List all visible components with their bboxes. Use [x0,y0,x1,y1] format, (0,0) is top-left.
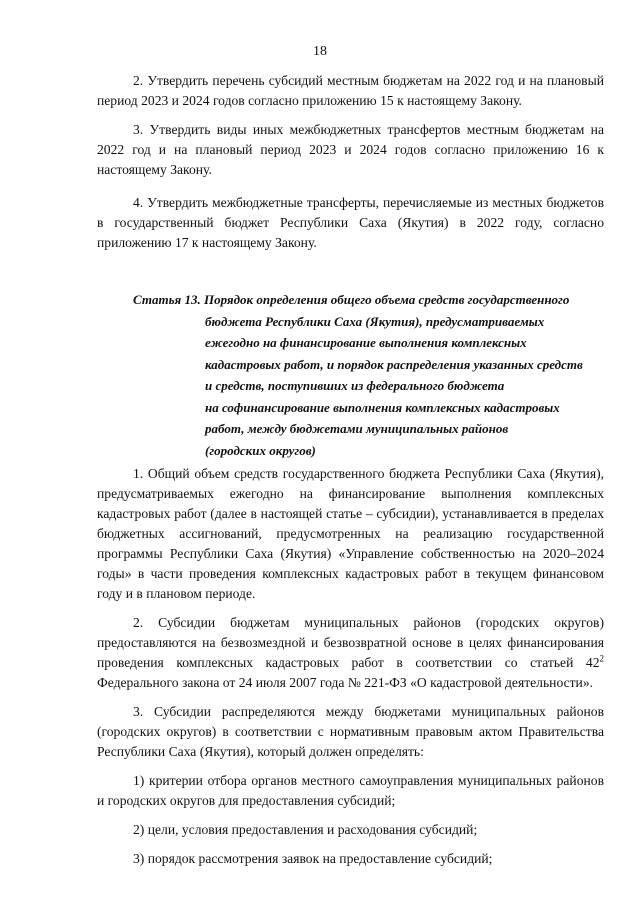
article-heading-line: кадастровых работ, и порядок распределения указанных средств [205,356,583,372]
paragraph-2: 2. Утвердить перечень субсидий местным бюджетам на 2022 год и на плановый период 2023 и 2024 годов согласно приложению 15 к настоящему Закону. [97,73,604,108]
list-item: 1) критерии отбора органов местного самоуправления муниципальных районов и городских округов для предоставления субсидий; [97,773,604,808]
paragraph-4: 4. Утвердить межбюджетные трансферты, перечисляемые из местных бюджетов в государственный бюджет Республики Саха (Якутия) в 2022 году, согласно приложению 17 к настоящему Закону. [97,195,604,250]
document-body [97,71,604,869]
list-item: 2) цели, условия предоставления и расходования субсидий; [133,822,478,837]
list-item: 3) порядок рассмотрения заявок на предоставление субсидий; [133,851,493,866]
article-heading-first-line: Статья 13. Порядок определения общего объема средств государственного [133,292,570,307]
article-heading-line: (городских округов) [205,442,316,458]
article-paragraph-1: 1. Общий объем средств государственного бюджета Республики Саха (Якутия), предусматриваемых ежегодно на финансирование выполнения комплексных кадастровых работ (далее в настоящей статье – субсидии), устанавливается в пределах бюджетных ассигнований, предусмотренных на реализацию государственной программы Республики Саха (Якутия) «Управление собственностью на 2020–2024 годы» в части проведения комплексных кадастровых работ в текущем финансовом году и в плановом периоде. [97,466,604,601]
article-heading-line: на софинансирование выполнения комплексных кадастровых [205,399,560,415]
article-heading-line: ежегодно на финансирование выполнения комплексных [205,335,527,350]
paragraph-3: 3. Утвердить виды иных межбюджетных трансфертов местным бюджетам на 2022 год и на плановый период 2023 и 2024 годов согласно приложению 16 к настоящему Закону. [97,122,604,177]
article-paragraph-3: 3. Субсидии распределяются между бюджетами муниципальных районов (городских округов) в соответствии с нормативным правовым актом Правительства Республики Саха (Якутия), который должен определять: [97,704,604,759]
article-heading-line: и средств, поступивших из федерального бюджета [205,378,505,393]
article-heading [97,289,604,461]
article-paragraph-2 [97,613,604,693]
article-paragraph-2-text-end: Федерального закона от 24 июля 2007 года № 221-ФЗ «О кадастровой деятельности». [97,675,594,690]
superscript: 2 [599,653,604,664]
article-heading-line: работ, между бюджетами муниципальных районов [205,421,509,436]
article-paragraph-2-text: 2. Субсидии бюджетам муниципальных районов (городских округов) предоставляются на безвозмездной и безвозвратной основе в целях финансирования проведения комплексных кадастровых работ в соответствии со статьей 42 [97,615,604,670]
page-number: 18 [313,44,327,59]
article-heading-line: бюджета Республики Саха (Якутия), предусматриваемых [205,313,545,329]
